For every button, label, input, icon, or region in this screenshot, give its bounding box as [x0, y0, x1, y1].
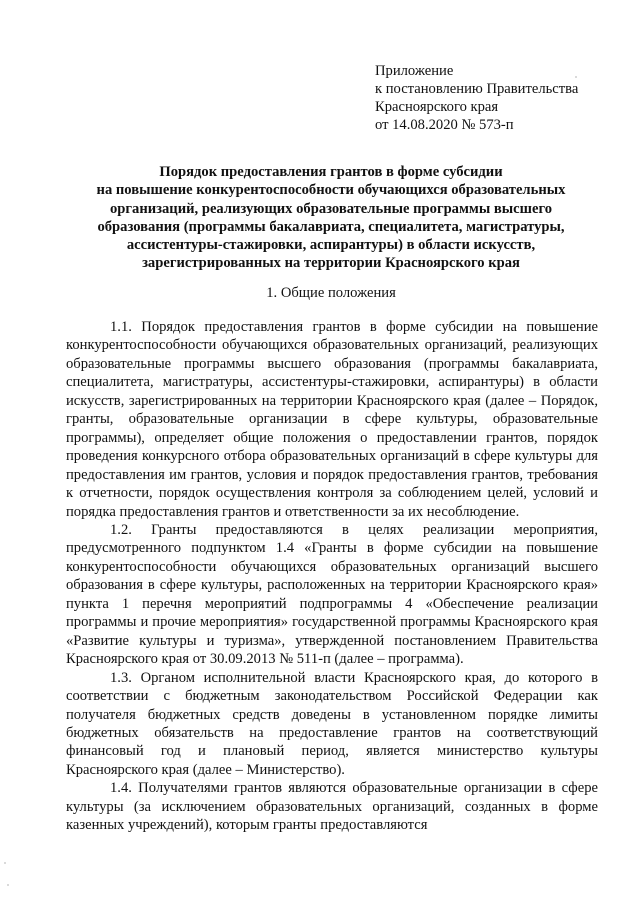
- title-line: ассистентуры-стажировки, аспирантуры) в области искусств,: [126, 237, 536, 254]
- title-line: Порядок предоставления грантов в форме субсидии: [159, 164, 503, 180]
- title-line: образования (программы бакалавриата, специалитета, магистратуры,: [97, 218, 565, 235]
- document-body: [66, 318, 598, 835]
- appendix-line: Приложение: [375, 63, 454, 79]
- paragraph-1-4: 1.4. Получателями грантов являются образовательные организации в сфере культуры (за исключением образовательных организаций, созданных в форме казенных учреждений), которым гранты предоставляются: [66, 780, 598, 834]
- appendix-block: [375, 62, 615, 134]
- appendix-line: к постановлению Правительства: [375, 81, 579, 97]
- title-line: организаций, реализующих образовательные программы высшего: [109, 200, 553, 217]
- paragraph-1-3: 1.3. Органом исполнительной власти Красноярского края, до которого в соответствии с бюджетным законодательством Российской Федерации как получателя бюджетных средств доведены в установленном порядке лимиты бюджетных обязательств на предоставление грантов на соответствующий финансовый год и плановый период, является министерство культуры Красноярского края (далее – Министерство).: [66, 669, 598, 778]
- appendix-line: Красноярского края: [375, 99, 499, 115]
- scan-speck: [4, 862, 6, 864]
- paragraph-1-2: 1.2. Гранты предоставляются в целях реализации мероприятия, предусмотренного подпунктом 1.4 «Гранты в форме субсидии на повышение конкурентоспособности обучающихся образовательных организаций высшего образования в сфере культуры, расположенных на территории Красноярского края» пункта 1 перечня мероприятий подпрограммы 4 «Обеспечение реализации программы и прочие мероприятия» государственной программы Красноярского края «Развитие культуры и туризма», утвержденной постановлением Правительства Красноярского края от 30.09.2013 № 511-п (далее – программа).: [66, 521, 598, 668]
- document-title: [56, 163, 606, 273]
- appendix-line: от 14.08.2020 № 573-п: [375, 117, 514, 133]
- paragraph-1-1: 1.1. Порядок предоставления грантов в форме субсидии на повышение конкурентоспособности обучающихся образовательных организаций, реализующих образовательные программы высшего образования (программы бакалавриата, специалитета, магистратуры, ассистентуры-стажировки, аспирантуры) в области искусств, зарегистрированных на территории Красноярского края (далее – Порядок, гранты, образовательные организации в сфере культуры, образовательные программы), определяет общие положения о предоставлении грантов, порядок проведения конкурсного отбора образовательных организаций в сфере культуры для предоставления им грантов, условия и порядок предоставления грантов, требования к отчетности, порядок осуществления контроля за соблюдением целей, условий и порядка предоставления грантов и ответственности за их несоблюдение.: [66, 319, 598, 520]
- section-heading: 1. Общие положения: [266, 285, 396, 301]
- scan-speck: [575, 76, 577, 78]
- title-line: зарегистрированных на территории Красноярского края: [142, 255, 520, 272]
- scan-speck: [7, 884, 9, 886]
- title-line: на повышение конкурентоспособности обучающихся образовательных: [96, 182, 566, 199]
